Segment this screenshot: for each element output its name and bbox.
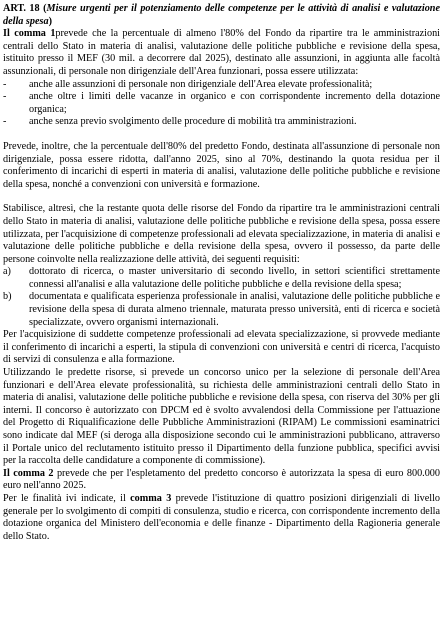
spacer: [3, 191, 440, 203]
list-item-text: anche oltre i limiti delle vacanze in organico e con corrispondente incremento della dotazione organica;: [29, 91, 440, 115]
list-item-text: documentata e qualificata esperienza professionale in analisi, valutazione delle politiche pubbliche e revisione della spesa di durata almeno triennale, maturata presso università, enti di ricerca e società specializzate, ovvero organismi internazionali.: [29, 291, 440, 328]
list-item: [3, 91, 440, 116]
article-number: ART. 18: [3, 3, 40, 14]
comma-2-label: Il comma 2: [3, 467, 54, 479]
list-requirements: [3, 266, 440, 329]
list-marker: b): [3, 291, 12, 303]
list-item-text: anche alle assunzioni di personale non dirigenziale dell'Area elevate professionalità;: [29, 78, 373, 90]
paragraph-comma-1: Il comma 1prevede che la percentuale di almeno l'80% del Fondo da ripartire tra le amministrazioni centrali dello Stato in materia di analisi, valutazione delle politiche pubbliche e revisione della spesa, istituito presso il MEF (30 mil. a decorrere dal 2025), destinato alle assunzioni, in aggiunta alle facoltà assunzionali, di personale non dirigenziale dell'Area funzionari, possa essere utilizzata:: [3, 28, 440, 77]
list-item: [3, 79, 440, 92]
comma-3-label: comma 3: [130, 492, 172, 504]
list-bullet: -: [3, 116, 7, 128]
list-item-text: dottorato di ricerca, o master universitario di secondo livello, in settori scientifici strettamente connessi all'analisi e alla valutazione delle politiche pubbliche e della revisione della spesa;: [29, 266, 440, 290]
comma-1-label: Il comma 1: [3, 28, 56, 40]
list-marker: a): [3, 266, 11, 278]
list-item-text: anche senza previo svolgimento delle procedure di mobilità tra amministrazioni.: [29, 116, 357, 128]
paragraph-remaining-quota: Stabilisce, altresì, che la restante quota delle risorse del Fondo da ripartire tra le amministrazioni centrali dello Stato in materia di analisi, valutazione delle politiche pubbliche e revisione della spesa, possa essere utilizzata, per l'acquisizione di competenze professionali ad elevata specializzazione, in materia di analisi e valutazione delle politiche pubbliche e della revisione della spesa, ovvero il possesso, da parte delle persone coinvolte nella realizzazione delle attività, dei seguenti requisiti:: [3, 203, 440, 265]
paragraph-acquisition: Per l'acquisizione di suddette competenze professionali ad elevata specializzazione, si provvede mediante il conferimento di incarichi a esperti, la stipula di convenzioni con università e centri di ricerca, l'acquisto di servizi di consulenza e alla formazione.: [3, 329, 440, 366]
list-item: [3, 116, 440, 129]
list-bullet: -: [3, 78, 7, 90]
paragraph-reduction: Prevede, inoltre, che la percentuale dell'80% del predetto Fondo, destinata all'assunzione di personale non dirigenziale, possa essere ridotta, dall'anno 2025, sino al 70%, destinando la quota residua per il conferimento di incarichi di esperti in materia di analisi, valutazione delle politiche pubbliche e revisione della spesa, nonché a convenzioni con università e formazione.: [3, 140, 440, 190]
article-heading: ART. 18 (Misure urgenti per il potenziamento delle competenze per le attività di analisi e valutazione della spesa): [3, 3, 440, 27]
article-subtitle: Misure urgenti per il potenziamento delle competenze per le attività di analisi e valutazione della spesa: [3, 3, 440, 27]
list-item: [3, 266, 440, 291]
list-bullet: -: [3, 91, 7, 103]
list-uses: [3, 79, 440, 129]
list-item: [3, 291, 440, 329]
spacer: [3, 129, 440, 141]
paragraph-comma-3: Per le finalità ivi indicate, il comma 3 prevede l'istituzione di quattro posizioni dirigenziali di livello generale per lo svolgimento di compiti di consulenza, studio e ricerca, con corrispondente incremento della dotazione organica del Ministero dell'economia e delle finanze - Dipartimento della Ragioneria generale dello Stato.: [3, 492, 440, 542]
paragraph-comma-2: Il comma 2 prevede che per l'espletamento del predetto concorso è autorizzata la spesa di euro 800.000 euro nell'anno 2025.: [3, 467, 440, 492]
paragraph-concorso: Utilizzando le predette risorse, si prevede un concorso unico per la selezione di personale dell'Area funzionari e dell'Area elevate professionalità, su richiesta delle amministrazioni centrali dello Stato in materia di analisi, valutazione delle politiche pubbliche e revisione della spesa, con riserva del 30% per gli interni. Il concorso è autorizzato con DPCM ed è svolto avvalendosi della Commissione per l'attuazione del Progetto di Riqualificazione delle Pubbliche Amministrazioni (RIPAM) Le commissioni esaminatrici sono indicate dal MEF (si deroga alla disposizione secondo cui le amministrazioni pubblicano, attraverso il Portale unico del reclutamento istituito presso il Dipartimento della funzione pubblica, specifici avvisi per la raccolta delle candidature a componente di commissione).: [3, 367, 440, 467]
